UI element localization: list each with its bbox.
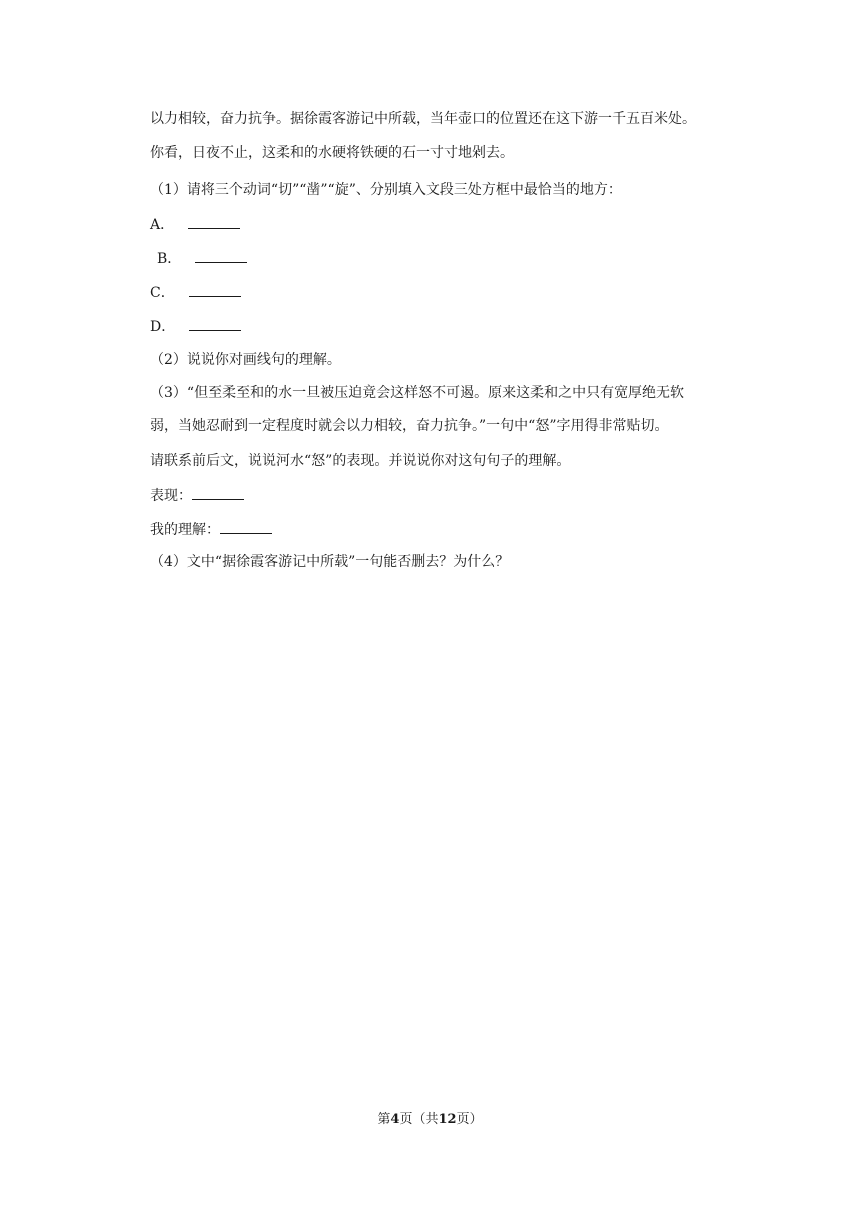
- answer-performance: [150, 485, 244, 506]
- option-a-blank[interactable]: [188, 214, 240, 229]
- question-1: （1）请将三个动词“切”“凿”“旋”、分别填入文段三处方框中最恰当的地方：: [150, 182, 622, 198]
- option-d: [150, 316, 241, 337]
- answer-understanding-blank[interactable]: [220, 519, 272, 534]
- option-a-label: A．: [150, 217, 175, 233]
- question-3-line-2: 弱，当她忍耐到一定程度时就会以力相较，奋力抗争。”一句中“怒”字用得非常贴切。: [150, 418, 669, 434]
- option-c-blank[interactable]: [189, 282, 241, 297]
- answer-understanding: [150, 519, 272, 540]
- option-c: [150, 282, 241, 303]
- answer-performance-blank[interactable]: [192, 485, 244, 500]
- option-b-blank[interactable]: [195, 248, 247, 263]
- answer-understanding-label: 我的理解：: [150, 522, 220, 538]
- footer-page-number: 4: [390, 1112, 400, 1127]
- question-3-line-3: 请联系前后文，说说河水“怒”的表现。并说说你对这句句子的理解。: [150, 453, 571, 469]
- footer-suffix: 页）: [456, 1112, 483, 1127]
- question-4: （4）文中“据徐霞客游记中所载”一句能否删去？为什么？: [150, 554, 510, 570]
- passage-line-1: 以力相较，奋力抗争。据徐霞客游记中所载，当年壶口的位置还在这下游一千五百米处。: [150, 111, 696, 127]
- option-c-label: C．: [150, 285, 175, 301]
- option-d-label: D．: [150, 319, 176, 335]
- page-footer: [0, 1111, 860, 1129]
- question-2: （2）说说你对画线句的理解。: [150, 352, 341, 368]
- question-3-line-1: （3）“但至柔至和的水一旦被压迫竟会这样怒不可遏。原来这柔和之中只有宽厚绝无软: [150, 385, 685, 401]
- option-a: [150, 214, 240, 235]
- footer-total-pages: 12: [438, 1112, 457, 1127]
- passage-line-2: 你看，日夜不止，这柔和的水硬将铁硬的石一寸寸地剁去。: [150, 145, 514, 161]
- footer-mid: 页（共: [399, 1112, 439, 1127]
- answer-performance-label: 表现：: [150, 488, 192, 504]
- option-d-blank[interactable]: [189, 316, 241, 331]
- option-b: [157, 248, 247, 269]
- footer-prefix: 第: [377, 1112, 391, 1127]
- option-b-label: B．: [157, 251, 182, 267]
